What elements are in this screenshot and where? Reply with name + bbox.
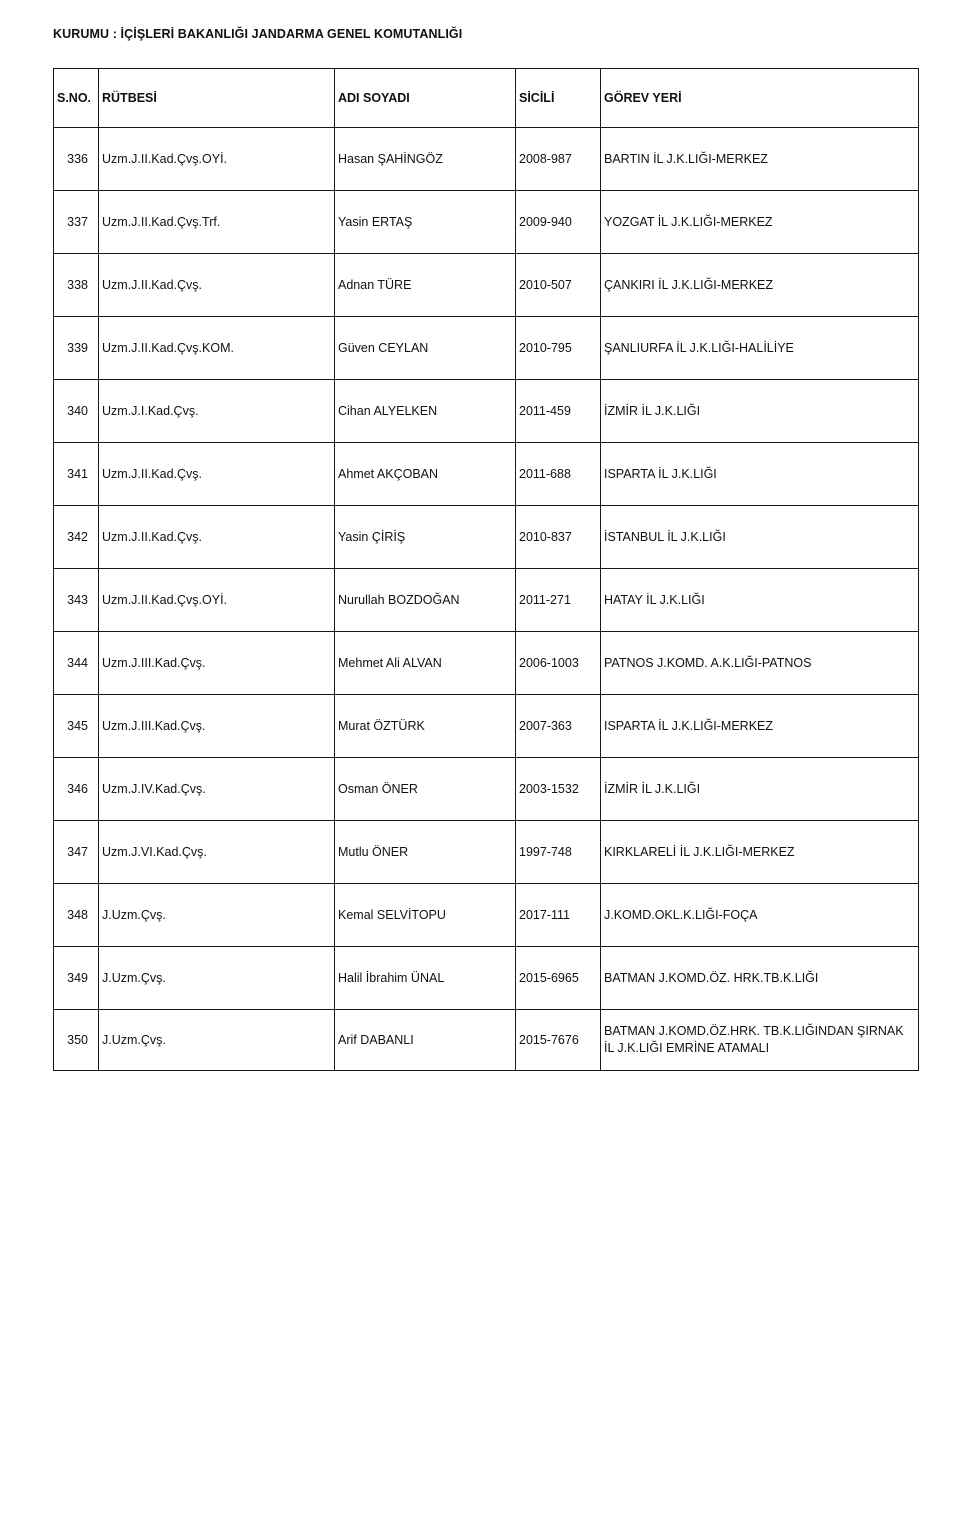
row-rank: J.Uzm.Çvş. — [99, 1010, 335, 1071]
row-duty: PATNOS J.KOMD. A.K.LIĞI-PATNOS — [601, 632, 919, 695]
row-name: Hasan ŞAHİNGÖZ — [335, 128, 516, 191]
table-row — [54, 947, 919, 1010]
header-name: ADI SOYADI — [335, 69, 516, 128]
row-duty: ŞANLIURFA İL J.K.LIĞI-HALİLİYE — [601, 317, 919, 380]
row-duty: ÇANKIRI İL J.K.LIĞI-MERKEZ — [601, 254, 919, 317]
table-row — [54, 695, 919, 758]
row-duty: HATAY İL J.K.LIĞI — [601, 569, 919, 632]
row-no: 343 — [54, 569, 99, 632]
row-no: 348 — [54, 884, 99, 947]
assignment-table — [53, 68, 919, 1071]
table-row — [54, 191, 919, 254]
row-registry: 2015-6965 — [516, 947, 601, 1010]
row-duty: ISPARTA İL J.K.LIĞI-MERKEZ — [601, 695, 919, 758]
row-no: 350 — [54, 1010, 99, 1071]
row-rank: J.Uzm.Çvş. — [99, 947, 335, 1010]
document-title: KURUMU : İÇİŞLERİ BAKANLIĞI JANDARMA GENEL KOMUTANLIĞI — [53, 27, 463, 41]
row-registry: 2008-987 — [516, 128, 601, 191]
table-row — [54, 821, 919, 884]
table-row — [54, 1010, 919, 1071]
row-name: Adnan TÜRE — [335, 254, 516, 317]
row-registry: 2010-837 — [516, 506, 601, 569]
row-no: 347 — [54, 821, 99, 884]
row-registry: 2011-459 — [516, 380, 601, 443]
row-no: 342 — [54, 506, 99, 569]
row-registry: 2010-795 — [516, 317, 601, 380]
row-rank: Uzm.J.IV.Kad.Çvş. — [99, 758, 335, 821]
table-row — [54, 758, 919, 821]
row-name: Cihan ALYELKEN — [335, 380, 516, 443]
row-registry: 2007-363 — [516, 695, 601, 758]
row-no: 339 — [54, 317, 99, 380]
row-rank: Uzm.J.III.Kad.Çvş. — [99, 632, 335, 695]
row-rank: Uzm.J.II.Kad.Çvş.Trf. — [99, 191, 335, 254]
row-registry: 2003-1532 — [516, 758, 601, 821]
header-duty: GÖREV YERİ — [601, 69, 919, 128]
row-name: Mehmet Ali ALVAN — [335, 632, 516, 695]
row-name: Arif DABANLI — [335, 1010, 516, 1071]
row-name: Nurullah BOZDOĞAN — [335, 569, 516, 632]
row-name: Ahmet AKÇOBAN — [335, 443, 516, 506]
row-no: 338 — [54, 254, 99, 317]
row-registry: 2017-111 — [516, 884, 601, 947]
row-name: Osman ÖNER — [335, 758, 516, 821]
row-no: 346 — [54, 758, 99, 821]
row-duty: İZMİR İL J.K.LIĞI — [601, 758, 919, 821]
row-rank: Uzm.J.II.Kad.Çvş. — [99, 254, 335, 317]
header-rank: RÜTBESİ — [99, 69, 335, 128]
row-no: 345 — [54, 695, 99, 758]
table-row — [54, 317, 919, 380]
row-rank: Uzm.J.II.Kad.Çvş. — [99, 443, 335, 506]
row-no: 349 — [54, 947, 99, 1010]
row-duty: BARTIN İL J.K.LIĞI-MERKEZ — [601, 128, 919, 191]
row-registry: 2015-7676 — [516, 1010, 601, 1071]
table-row — [54, 569, 919, 632]
row-registry: 2006-1003 — [516, 632, 601, 695]
row-rank: Uzm.J.III.Kad.Çvş. — [99, 695, 335, 758]
row-name: Murat ÖZTÜRK — [335, 695, 516, 758]
header-registry: SİCİLİ — [516, 69, 601, 128]
row-duty: ISPARTA İL J.K.LIĞI — [601, 443, 919, 506]
table-header-row — [54, 69, 919, 128]
header-no: S.NO. — [54, 69, 99, 128]
row-rank: Uzm.J.II.Kad.Çvş.OYİ. — [99, 128, 335, 191]
row-registry: 2009-940 — [516, 191, 601, 254]
row-rank: Uzm.J.I.Kad.Çvş. — [99, 380, 335, 443]
row-duty: BATMAN J.KOMD.ÖZ.HRK. TB.K.LIĞINDAN ŞIRNAK İL J.K.LIĞI EMRİNE ATAMALI — [601, 1010, 919, 1071]
row-rank: Uzm.J.II.Kad.Çvş.OYİ. — [99, 569, 335, 632]
row-no: 340 — [54, 380, 99, 443]
row-name: Güven CEYLAN — [335, 317, 516, 380]
table-row — [54, 632, 919, 695]
row-no: 341 — [54, 443, 99, 506]
row-name: Mutlu ÖNER — [335, 821, 516, 884]
row-name: Yasin ERTAŞ — [335, 191, 516, 254]
row-no: 337 — [54, 191, 99, 254]
row-rank: Uzm.J.VI.Kad.Çvş. — [99, 821, 335, 884]
table-row — [54, 506, 919, 569]
row-name: Halil İbrahim ÜNAL — [335, 947, 516, 1010]
row-rank: Uzm.J.II.Kad.Çvş. — [99, 506, 335, 569]
row-registry: 2010-507 — [516, 254, 601, 317]
row-rank: J.Uzm.Çvş. — [99, 884, 335, 947]
row-no: 336 — [54, 128, 99, 191]
row-registry: 2011-688 — [516, 443, 601, 506]
row-duty: J.KOMD.OKL.K.LIĞI-FOÇA — [601, 884, 919, 947]
row-name: Yasin ÇİRİŞ — [335, 506, 516, 569]
table-row — [54, 884, 919, 947]
row-duty: İSTANBUL İL J.K.LIĞI — [601, 506, 919, 569]
row-duty: İZMİR İL J.K.LIĞI — [601, 380, 919, 443]
table-row — [54, 128, 919, 191]
row-duty: BATMAN J.KOMD.ÖZ. HRK.TB.K.LIĞI — [601, 947, 919, 1010]
table-row — [54, 443, 919, 506]
row-name: Kemal SELVİTOPU — [335, 884, 516, 947]
row-registry: 1997-748 — [516, 821, 601, 884]
row-no: 344 — [54, 632, 99, 695]
row-duty: YOZGAT İL J.K.LIĞI-MERKEZ — [601, 191, 919, 254]
row-duty: KIRKLARELİ İL J.K.LIĞI-MERKEZ — [601, 821, 919, 884]
table-row — [54, 380, 919, 443]
row-rank: Uzm.J.II.Kad.Çvş.KOM. — [99, 317, 335, 380]
table-row — [54, 254, 919, 317]
row-registry: 2011-271 — [516, 569, 601, 632]
